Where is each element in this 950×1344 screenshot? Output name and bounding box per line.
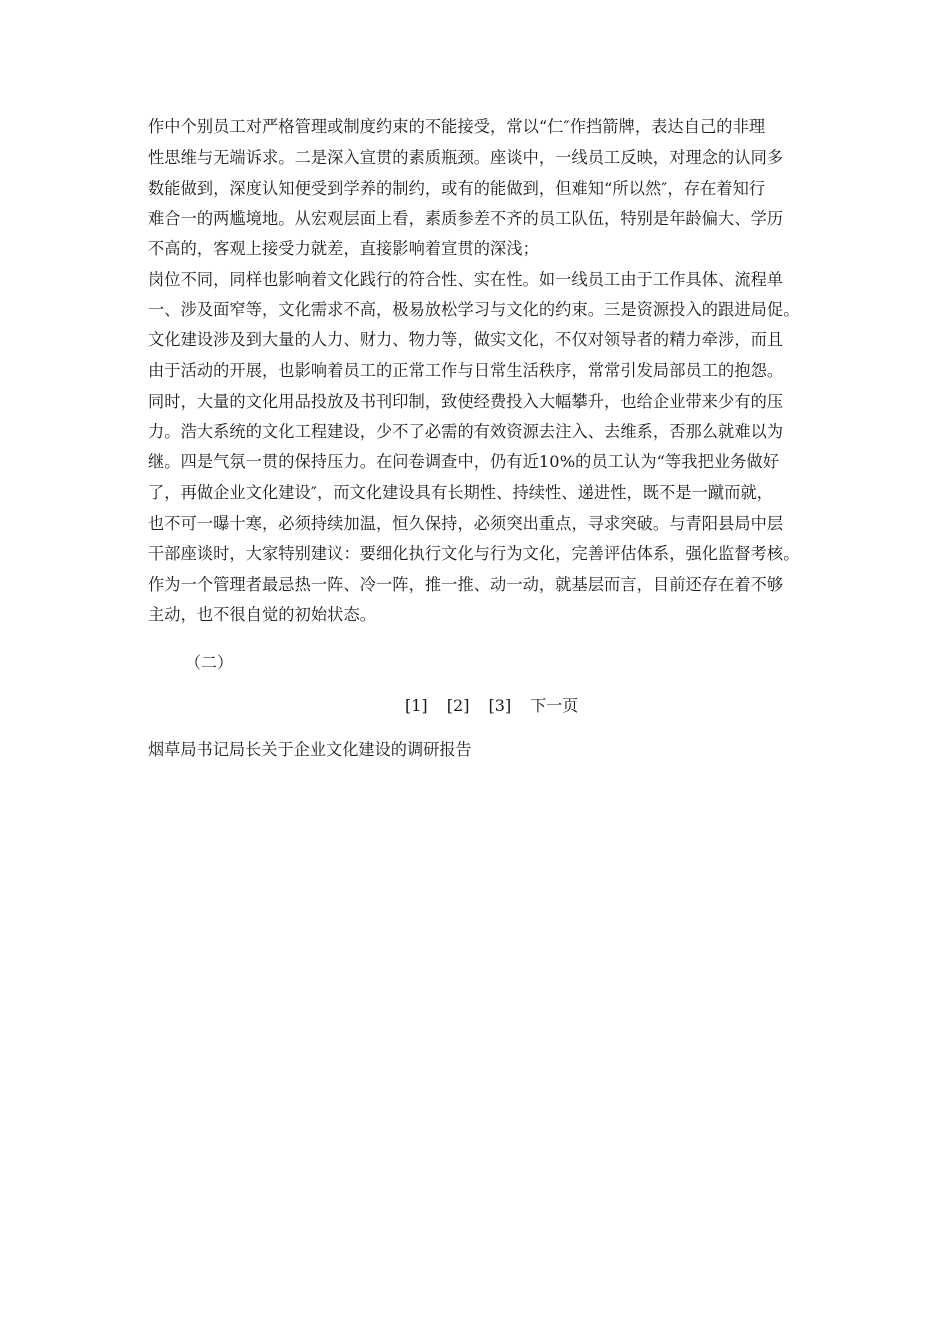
body-text-line: 不高的，客观上接受力就差，直接影响着宣贯的深浅； bbox=[148, 239, 539, 258]
pagination bbox=[405, 696, 578, 716]
body-text-line: 干部座谈时，大家特别建议：要细化执行文化与行为文化，完善评估体系，强化监督考核。 bbox=[148, 544, 800, 563]
body-text-line: 数能做到，深度认知便受到学养的制约，或有的能做到，但难知“所以然″，存在着知行 bbox=[148, 179, 766, 198]
next-page-link[interactable]: 下一页 bbox=[530, 696, 579, 715]
page-link-1[interactable]: [1] bbox=[405, 696, 428, 715]
page-link-3[interactable]: [3] bbox=[488, 696, 512, 715]
body-text-line: 作中个别员工对严格管理或制度约束的不能接受，常以“仁″作挡箭牌，表达自己的非理 bbox=[148, 117, 766, 136]
section-heading: （二） bbox=[185, 653, 234, 672]
body-text-line: 难合一的两尴境地。从宏观层面上看，素质参差不齐的员工队伍，特别是年龄偏大、学历 bbox=[148, 209, 784, 228]
page-link-2[interactable]: [2] bbox=[446, 696, 470, 715]
body-text-line: 由于活动的开展，也影响着员工的正常工作与日常生活秩序，常常引发局部员工的抱怨。 bbox=[148, 361, 784, 380]
body-text-line: 主动，也不很自觉的初始状态。 bbox=[148, 605, 377, 624]
body-text-line: 力。浩大系统的文化工程建设，少不了必需的有效资源去注入、去维系，否那么就难以为 bbox=[148, 422, 784, 441]
body-text-line: 继。四是气氛一贯的保持压力。在问卷调查中，仍有近10%的员工认为“等我把业务做好 bbox=[148, 452, 780, 471]
body-text-line: 作为一个管理者最忌热一阵、冷一阵，推一推、动一动，就基层而言，目前还存在着不够 bbox=[148, 575, 784, 594]
body-text-line: 性思维与无端诉求。二是深入宣贯的素质瓶颈。座谈中，一线员工反映，对理念的认同多 bbox=[148, 148, 784, 167]
body-text-line: 岗位不同，同样也影响着文化践行的符合性、实在性。如一线员工由于工作具体、流程单 bbox=[148, 270, 784, 289]
body-text-line: 也不可一曝十寒，必须持续加温，恒久保持，必须突出重点，寻求突破。与青阳县局中层 bbox=[148, 514, 784, 533]
body-text-line: 一、涉及面窄等，文化需求不高，极易放松学习与文化的约束。三是资源投入的跟进局促。 bbox=[148, 300, 800, 319]
document-title: 烟草局书记局长关于企业文化建设的调研报告 bbox=[148, 740, 472, 759]
body-text-line: 文化建设涉及到大量的人力、财力、物力等，做实文化，不仅对领导者的精力牵涉，而且 bbox=[148, 330, 784, 349]
body-text-line: 了，再做企业文化建设″，而文化建设具有长期性、持续性、递进性，既不是一蹴而就， bbox=[148, 483, 774, 502]
body-text-line: 同时，大量的文化用品投放及书刊印制，致使经费投入大幅攀升，也给企业带来少有的压 bbox=[148, 392, 784, 411]
